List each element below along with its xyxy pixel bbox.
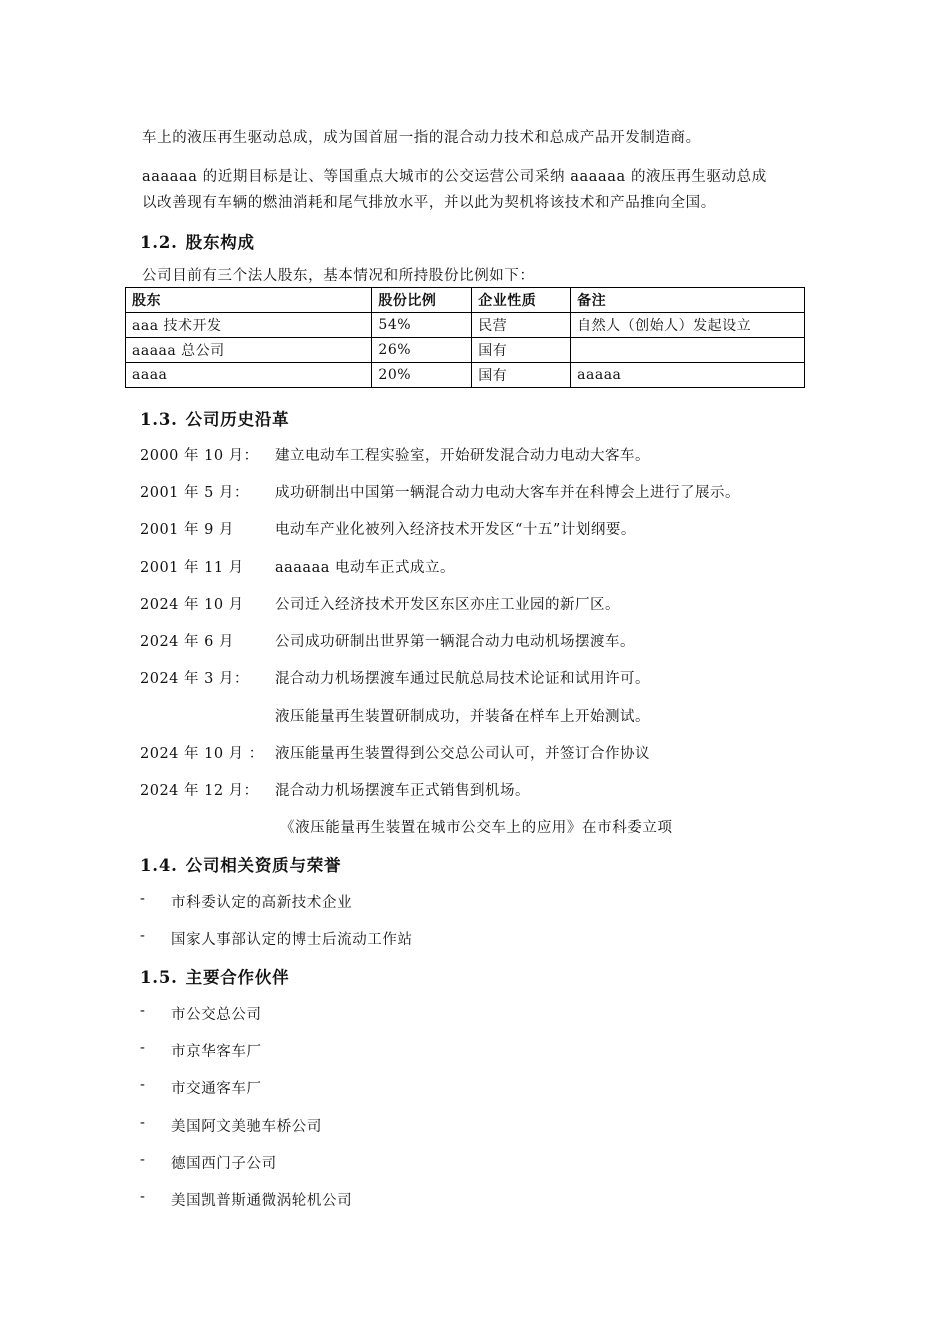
list-item-text: 美国阿文美驰车桥公司 (171, 1119, 322, 1135)
list-item-text: 德国西门子公司 (171, 1156, 277, 1172)
section-number: 1.2. (140, 233, 178, 252)
timeline-text: 液压能量再生装置得到公交总公司认可，并签订合作协议 (275, 746, 650, 762)
section-title: 公司历史沿革 (185, 410, 290, 429)
column-header: 企业性质 (472, 288, 571, 313)
timeline-date: 2001 年 9 月 (140, 522, 234, 538)
intro-para-2-line-2: 以改善现有车辆的燃油消耗和尾气排放水平，并以此为契机将该技术和产品推向全国。 (142, 195, 716, 211)
timeline-text: 建立电动车工程实验室，开始研发混合动力电动大客车。 (275, 448, 650, 464)
table-cell: 20% (372, 363, 472, 388)
timeline-text: 混合动力机场摆渡车正式销售到机场。 (275, 783, 530, 799)
timeline-text: 混合动力机场摆渡车通过民航总局技术论证和试用许可。 (275, 671, 650, 687)
table-cell: 国有 (472, 338, 571, 363)
list-item-text: 美国凯普斯通微涡轮机公司 (171, 1193, 353, 1209)
timeline-text: 公司成功研制出世界第一辆混合动力电动机场摆渡车。 (275, 634, 635, 650)
history-closing-line: 《液压能量再生装置在城市公交车上的应用》在市科委立项 (280, 820, 673, 836)
table-cell: 自然人（创始人）发起设立 (571, 313, 805, 338)
table-row (126, 363, 805, 388)
section-heading-history (140, 406, 289, 430)
table-cell: 民营 (472, 313, 571, 338)
section-number: 1.5. (140, 968, 178, 987)
table-row (126, 338, 805, 363)
bullet-dash: - (140, 1040, 146, 1056)
section-title: 主要合作伙伴 (185, 968, 290, 987)
timeline-date: 2001 年 11 月 (140, 560, 244, 576)
timeline-text: aaaaaa 电动车正式成立。 (275, 560, 455, 576)
intro-para-2-line-1: aaaaaa 的近期目标是让、等国重点大城市的公交运营公司采纳 aaaaaa 的液压再生驱动总成 (142, 169, 767, 185)
section-title: 股东构成 (185, 233, 255, 252)
intro-line-1: 车上的液压再生驱动总成，成为国首屈一指的混合动力技术和总成产品开发制造商。 (142, 130, 701, 146)
bullet-dash: - (140, 891, 146, 907)
table-cell: aaaa (126, 363, 372, 388)
table-cell: aaa 技术开发 (126, 313, 372, 338)
section-number: 1.4. (140, 856, 178, 875)
timeline-date: 2024 年 10 月 (140, 597, 244, 613)
list-item-text: 市公交总公司 (171, 1007, 262, 1023)
timeline-date: 2024 年 3 月： (140, 671, 249, 687)
bullet-dash: - (140, 928, 146, 944)
timeline-text: 电动车产业化被列入经济技术开发区“十五”计划纲要。 (275, 522, 636, 538)
bullet-dash: - (140, 1077, 146, 1093)
table-cell: aaaaa 总公司 (126, 338, 372, 363)
list-item-text: 国家人事部认定的博士后流动工作站 (171, 932, 413, 948)
timeline-date: 2024 年 6 月 (140, 634, 234, 650)
list-item-text: 市交通客车厂 (171, 1081, 262, 1097)
section-number: 1.3. (140, 410, 178, 429)
timeline-text: 成功研制出中国第一辆混合动力电动大客车并在科博会上进行了展示。 (275, 485, 740, 501)
list-item-text: 市京华客车厂 (171, 1044, 262, 1060)
table-cell: aaaaa (571, 363, 805, 388)
table-header-row (126, 288, 805, 313)
bullet-dash: - (140, 1115, 146, 1131)
bullet-dash: - (140, 1003, 146, 1019)
timeline-text: 公司迁入经济技术开发区东区亦庄工业园的新厂区。 (275, 597, 620, 613)
timeline-date: 2024 年 12 月： (140, 783, 259, 799)
section-heading-partners (140, 964, 289, 988)
bullet-dash: - (140, 1189, 146, 1205)
timeline-date: 2024 年 10 月 ： (140, 746, 264, 762)
table-cell: 国有 (472, 363, 571, 388)
timeline-text: 液压能量再生装置研制成功，并装备在样车上开始测试。 (275, 709, 650, 725)
timeline-date: 2001 年 5 月： (140, 485, 249, 501)
section-heading-honors (140, 852, 341, 876)
shareholders-lead: 公司目前有三个法人股东，基本情况和所持股份比例如下： (142, 268, 535, 284)
column-header: 股东 (126, 288, 372, 313)
timeline-date: 2000 年 10 月： (140, 448, 259, 464)
table-cell (571, 338, 805, 363)
list-item-text: 市科委认定的高新技术企业 (171, 895, 353, 911)
bullet-dash: - (140, 1152, 146, 1168)
table-row (126, 313, 805, 338)
column-header: 备注 (571, 288, 805, 313)
table-cell: 26% (372, 338, 472, 363)
shareholders-table (125, 287, 805, 388)
section-heading-shareholders (140, 229, 255, 253)
table-cell: 54% (372, 313, 472, 338)
column-header: 股份比例 (372, 288, 472, 313)
section-title: 公司相关资质与荣誉 (185, 856, 342, 875)
